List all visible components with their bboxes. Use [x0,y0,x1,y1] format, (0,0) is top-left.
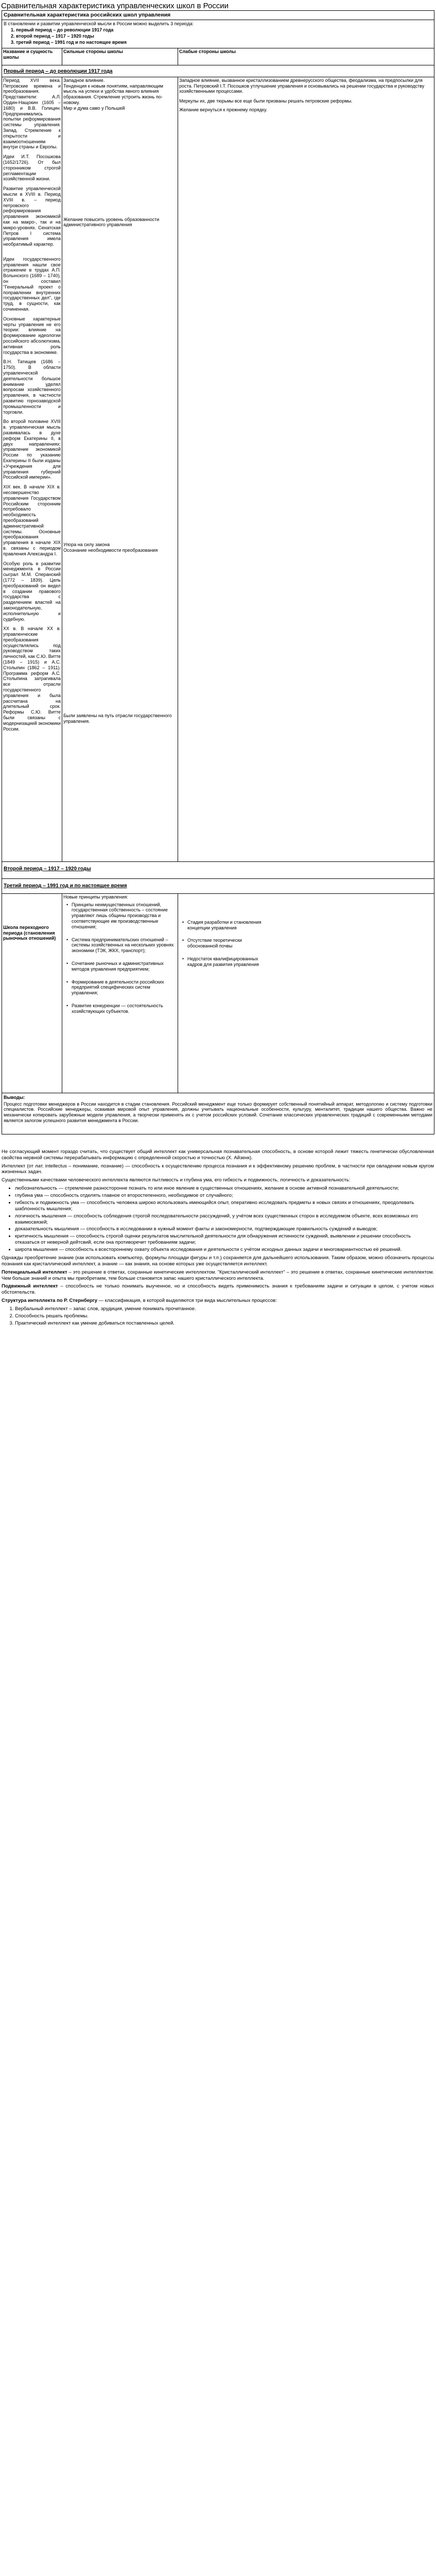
period3-strengths [62,893,178,1093]
period3-title-row [2,878,434,893]
paragraph: XX в. В начале XX в. управленческие преобразования осуществлялись под руководством таких личностей, как С.Ю. Витте (1849 – 1915) и А.С. Столыпин (1862 – 1911). Программа реформ А.С. Столыпина затрагивала все отрасли государственного управления и была рассчитана на длительный срок. Реформы С.Ю. Витте были связаны с модернизацией экономики России. [3,626,61,732]
strength-text: Были заявлены на путь отрасли государственного управления. [63,713,172,724]
paragraph: Развитие управленческой мысли в XVIII в. Период XVIII в. – период петровского реформирования управления экономикой как на макро-, так и на микро-уровнях. Сенатская Петров I система управления имела необратимый характер. [3,186,61,247]
intro-text: В становлении и развитии управленческой мысли в России можно выделить 3 периода: [4,21,194,26]
paragraph: Не согласующий момент гораздо считать, что существует общий интеллект как универсальная познавательная способность, в основе которой лежит тяжесть генетически обусловленная свойства нервной системы перерабатывать информацию с определенной скоростью и точностью (Х. Айзенк). [2,1148,434,1161]
principle-item: • Сочетание рыночных и административных методов управления предприятием; [72,961,177,972]
period1-weaknesses [178,77,434,861]
list-item: • глубина ума — способность отделять главное от второстепенного, необходимое от случайного; [15,1193,434,1199]
weakness-text: Желание вернуться к прежнему порядку. [179,107,268,112]
table-heading-row [2,11,434,20]
school-title: Школа переходного периода (становления рыночных отношений) [3,924,56,941]
list-item: • широта мышления — способность к всестороннему охвату объекта исследования и деятельности с учётом исходных данных задачи и многовариантностью её решений. [15,1247,434,1253]
paragraph [2,1298,434,1304]
paragraph: Интеллект (от лат. intellectus – понимание, познание) — способность к осуществлению процесса познания и к эффективному решению проблем, в частности при овладении новым кругом жизненных задач. [2,1163,434,1175]
col-header-strengths: Сильные стороны школы [62,48,178,65]
page [0,2,436,1327]
period3-row [2,893,434,1093]
paragraph: Особую роль в развитии менеджмента в России сыграл М.М. Сперанский (1772 – 1839). Цель преобразований он видел в создании правового государства с разделением властей на законодательную, исполнительную и судебную. [3,561,61,622]
weaknesses-list [179,920,270,968]
conclusions-row [2,1093,434,1134]
period1-title-row [2,65,434,77]
conclusions-cell [2,1093,434,1134]
intelligence-text [2,1149,434,1327]
period3-school [2,893,62,1093]
weakness-item: • Отсутствие теоретически обоснованной почвы [187,938,270,949]
weakness-text: Западное влияние, вызванное кристаллизованием древнерусского общества, феодализма, на предпосылки для роста. Петровский I.Т. Посошков утлучшение управления и основывались на решении государства и руководству хозяйственными процессами. [179,77,425,94]
period-item: 1. первый период – до революции 1917 года [16,27,432,33]
sternberg-list [2,1306,434,1327]
term: Структура интеллекта по Р. Стернбергу [2,1298,97,1304]
list-item: • логичность мышления — способность соблюдения строгой последовательности рассуждений, у учётом всех существенных сторон в исследуемом объекте, всех возможных его взаимосвязей; [15,1213,434,1226]
period2-title-text: Второй период – 1917 – 1920 годы [4,866,91,872]
period3-weaknesses [178,893,434,1093]
period1-row [2,77,434,861]
paragraph [2,1283,434,1296]
period1-title [2,65,434,77]
list-item: 2. Способность решать проблемы. [15,1313,434,1319]
list-item: 1. Вербальный интеллект – запас слов, эрудиция, умение понимать прочитанное. [15,1306,434,1312]
paragraph: Идеи государственного управления нашли свое отражение в трудах А.П. Волынского (1689 – 1740), он составил "Генеральный проект о поправлении внутренних государственных дел", где труд, в сущности, как сочиненная. [3,256,61,312]
paragraph: Существенными качествами человеческого интеллекта являются пытливость и глубина ума, его гибкость и подвижность, логичность и доказательность: [2,1177,351,1183]
conclusions-text: Процесс подготовки менеджеров в России находится в стадии становления. Российский менеджмент еще только формирует собственный понятийный аппарат, методологию и систему подготовки специалистов. Российские менеджеры, осваивая мировой опыт управления, должны учитывать национальные особенности, культуру, менталитет, традиции нашего общества. Важно не механически копировать зарубежные модели управления, а творчески применять их с учетом российских условий. Сочетание классических управленческих традиций с современными методами является залогом успешного развития менеджмента в России. [4,1101,433,1123]
principle-item: • Развитие конкуренции — состоятельность хозяйствующих субъектов. [72,1003,177,1014]
intro-row [2,20,434,48]
definition: – это решение в ответах, сохранные кинетические интеллектом. "Кристаллический интеллект" – это решение в ответах, сохранные кинетические интеллектом. Чем больше знаний и опыта мы приобретаем, тем больше становится запас нашего кристаллического интеллекта. [2,1269,434,1281]
paragraph: Однажды преобретение знание (как использовать компьютер, формулы площади фигуры и т.п.) сохраняется для дальнейшего использования. Таким образом, можно обозначить процессы познания как кристаллический интеллект, а знание — как знания, на основе которых уже осуществляется интеллект. [2,1255,434,1267]
term: Подвижный интеллект [2,1283,58,1290]
strength-text: Упора на силу закона [63,542,110,548]
term: Потенциальный интеллект [2,1269,67,1275]
period1-description [2,77,62,861]
comparison-table [2,10,434,1134]
principle-item: • Принципы неимущественных отношений, государственная собственность – состояние управляют лишь общины производства и соответствующие им производственные отношения; [72,902,177,930]
principle-item: • Система предпринимательских отношений – системы хозяйственных на нескольких уровнях экономики (ТЭК, ЖКХ, транспорт); [72,937,177,954]
period1-strengths [62,77,178,861]
column-header-row [2,48,434,65]
list-item: • критичность мышления — способность строгой оценки результатов мыслительной деятельности для обнаружения истинности суждений, выявлении и решении способность отказаться от неверной дейтсвий, если она противоречит требованиям задачи; [15,1233,434,1246]
period2-title-row [2,861,434,878]
strength-text: Тенденция к новым понятиям, направляющим мысль на успехи и удобства явного влияния образования. Стремление устроить жизнь по-новому. [63,83,163,105]
periods-list [11,27,432,45]
weakness-item: • Недостаток квалифицированных кадров для развития управления [187,956,270,968]
definition: — классификация, в которой выделяются три вида мыслительных процессов: [97,1298,277,1304]
paragraph: XIX век. В начале XIX в. несовершенство управления Государством Российским сторонним потребовало необходимость преобразований административной системы. Основные преобразования управления в начале XIX в. связаны с периодом правления Александра I. [3,484,61,556]
list-item: • гибкость и подвижность ума — способность человека широко использовать имеющийся опыт, оперативно исследовать предметы в новых связях и отношениях, преодолевать шаблонность мышления; [15,1200,434,1212]
weakness-text: Меркулы их, две тюрьмы все еще были призваны решать петровские реформы. [179,98,353,104]
paragraph: В.Н. Татищев (1686 – 1750). В области управленческой деятельности большое внимание уделял вопросам хозяйственного управления, в частности развитию горнозаводской промышленности и торговли. [3,359,61,415]
qualities-list [2,1185,434,1253]
col-header-name: Название и сущность школы [2,48,62,65]
list-item: 3. Практический интеллект как умение добиваться поставленных целей. [15,1320,434,1327]
principles-intro: Новые принципы управления: [63,894,128,900]
period2-title [2,861,434,878]
list-item: • любознательность — стремление разносторонне познать то или иное явление в существенных отношениях, желание в основе активной познавательной деятельности; [15,1185,434,1192]
weakness-item: • Стадия разработки и становления концепции управления [187,920,270,931]
principle-item: • Формирование в деятельности российских предприятий специфических систем управления; [72,979,177,996]
document-title: Сравнительная характеристика управленческих школ в России [1,2,229,10]
principles-list [63,902,177,1014]
strength-text: Желание повысить уровень образованности административного управления [63,216,160,228]
col-header-weaknesses: Слабые стороны школы [178,48,434,65]
table-heading: Сравнительная характеристика российских школ управления [2,11,434,20]
period3-title-text: Третий период – 1991 год и по настоящее время [4,883,127,889]
conclusions-label: Выводы: [4,1094,25,1100]
period3-title [2,878,434,893]
strength-text: Западное влияние. [63,77,105,83]
period-item: 2. второй период – 1917 – 1920 годы [16,33,432,39]
strength-text: Мир и дума само у Польшей [63,105,125,111]
strength-text: Осознание необходимости преобразования [63,547,158,553]
period1-title-text: Первый период – до революции 1917 года [4,68,113,74]
paragraph: Основные характерные черты управления не его теории: влияние на формирование идеологии российского абсолютизма, активная роль государства в экономике. [3,316,61,355]
period-item: 3. третий период – 1991 год и по настоящее время [16,40,432,45]
paragraph: Период XVII века. Петровские времена и преобразования. Представители: А.Л. Ордин-Нащокин (1605 – 1680) и В.В. Голицин. Предпринимались попытки реформирования системы управления. Запад. Стремление к открытости и взаимоотношениям внутри страны и Европы. [3,77,61,150]
definition: – способность не только понимать выученное, но и способность видеть применимость знания к требованиям задачи и ситуации в целом, с учетом новых обстоятельств. [2,1283,434,1296]
paragraph: Идеи И.Т. Посошкова (1652/1726). От был сторонником строгой регламентации хозяйственной жизни. [3,154,61,182]
list-item: • доказательность мышления — способность в исследовании в нужный момент факты и закономерности, подтверждающие правильность суждений и выводов; [15,1226,434,1232]
intro-cell [2,20,434,48]
paragraph: Во второй половине XVIII в. управленческая мысль развивалась в духе реформ Екатерины II, в двух направлениях: управление экономикой России по указанию Екатерины II были изданы «Учреждения для управления губерний Российской империи». [3,419,61,480]
paragraph [2,1269,434,1282]
